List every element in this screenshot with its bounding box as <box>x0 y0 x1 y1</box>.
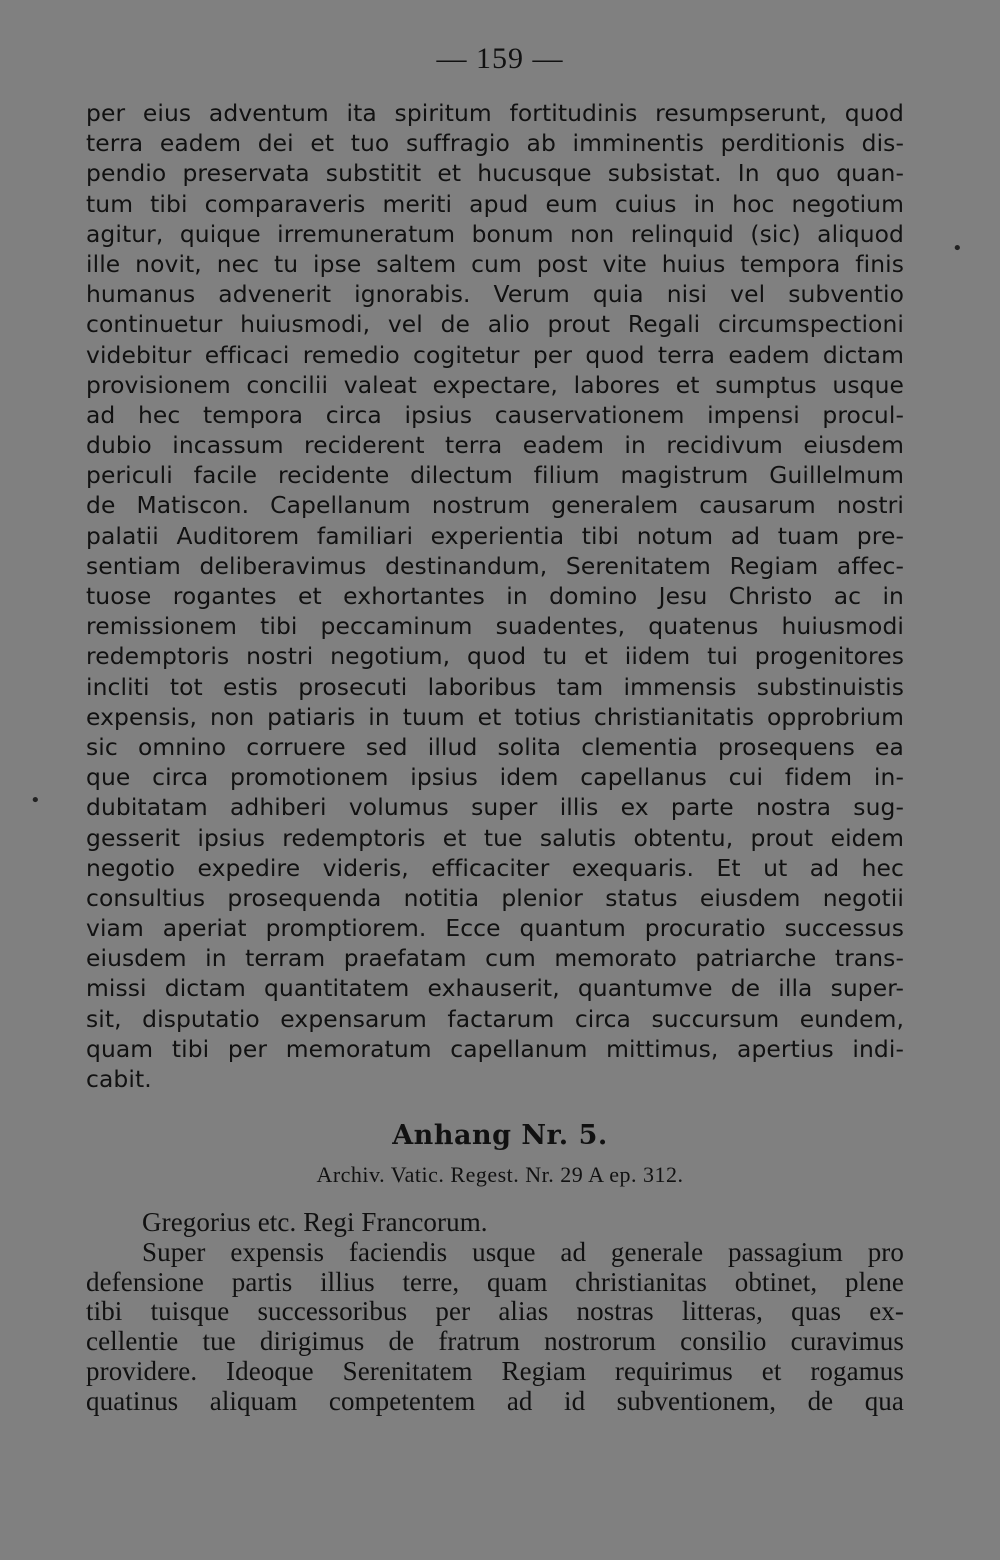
text-line: sic omnino corruere sed illud solita clementia prosequens ea <box>86 732 904 761</box>
text-line: humanus advenerit ignorabis. Verum quia nisi vel subventio <box>86 280 904 309</box>
text-line: defensione partis illius terre, quam christianitas obtinet, plene <box>86 1266 904 1297</box>
source-reference: Archiv. Vatic. Regest. Nr. 29 A ep. 312. <box>316 1162 684 1187</box>
text-line: incliti tot estis prosecuti laboribus tam immensis substinuistis <box>86 672 904 701</box>
text-line: ille novit, nec tu ipse saltem cum post vite huius tempora finis <box>86 249 904 278</box>
text-line: providere. Ideoque Serenitatem Regiam requirimus et rogamus <box>86 1355 904 1386</box>
main-text-block <box>86 98 904 1094</box>
text-line: terra eadem dei et tuo suffragio ab imminentis perditionis dis- <box>86 129 904 158</box>
text-line: per eius adventum ita spiritum fortitudinis resumpserunt, quod <box>86 99 904 127</box>
text-line: negotio expedire videris, efficaciter exequaris. Et ut ad hec <box>86 853 904 882</box>
text-line: remissionem tibi peccaminum suadentes, quatenus huiusmodi <box>86 612 904 641</box>
text-line: pendio preservata substitit et hucusque subsistat. In quo quan- <box>86 159 904 188</box>
text-line: dubio incassum reciderent terra eadem in recidivum eiusdem <box>86 431 904 460</box>
section-heading: Anhang Nr. 5. <box>392 1120 608 1151</box>
text-line: agitur, quique irremuneratum bonum non relinquid (sic) aliquod <box>86 219 904 248</box>
text-line: missi dictam quantitatem exhauserit, quantumve de illa super- <box>86 974 904 1003</box>
text-line: periculi facile recidente dilectum filium magistrum Guillelmum <box>86 461 904 490</box>
text-line: palatii Auditorem familiari experientia tibi notum ad tuam pre- <box>86 521 904 550</box>
text-line: cabit. <box>86 1065 152 1093</box>
text-line: tibi tuisque successoribus per alias nostras litteras, quas ex- <box>86 1296 904 1327</box>
text-line: ad hec tempora circa ipsius causervationem impensi procul- <box>86 400 904 429</box>
text-line: quatinus aliquam competentem ad id subventionem, de qua <box>86 1385 904 1416</box>
text-line: gesserit ipsius redemptoris et tue salutis obtentu, prout eidem <box>86 823 904 852</box>
text-line: viam aperiat promptiorem. Ecce quantum procuratio successus <box>86 914 904 943</box>
text-line: cellentie tue dirigimus de fratrum nostrorum consilio curavimus <box>86 1326 904 1357</box>
text-line: de Matiscon. Capellanum nostrum generalem causarum nostri <box>86 491 904 520</box>
margin-dot-icon: • <box>30 790 41 811</box>
appendix-text-block <box>86 1208 904 1417</box>
text-line: dubitatam adhiberi volumus super illis ex parte nostra sug- <box>86 793 904 822</box>
text-line: sit, disputatio expensarum factarum circa succursum eundem, <box>86 1004 904 1033</box>
text-line: quam tibi per memoratum capellanum mittimus, apertius indi- <box>86 1034 904 1063</box>
margin-dot-icon: • <box>952 238 963 259</box>
text-line: provisionem concilii valeat expectare, labores et sumptus usque <box>86 370 904 399</box>
text-line: consultius prosequenda notitia plenior status eiusdem negotii <box>86 883 904 912</box>
text-line: videbitur efficaci remedio cogitetur per quod terra eadem dictam <box>86 340 904 369</box>
text-line: expensis, non patiaris in tuum et totius christianitatis opprobrium <box>86 702 904 731</box>
text-line: eiusdem in terram praefatam cum memorato patriarche trans- <box>86 944 904 973</box>
text-line: que circa promotionem ipsius idem capellanus cui fidem in- <box>86 763 904 792</box>
appendix-greeting: Gregorius etc. Regi Francorum. <box>142 1207 488 1237</box>
text-line: Super expensis faciendis usque ad generale passagium pro <box>142 1236 904 1267</box>
text-line: sentiam deliberavimus destinandum, Serenitatem Regiam affec- <box>86 551 904 580</box>
text-line: tum tibi comparaveris meriti apud eum cuius in hoc negotium <box>86 189 904 218</box>
page-number: — 159 — <box>436 42 564 75</box>
text-line: continuetur huiusmodi, vel de alio prout Regali circumspectioni <box>86 310 904 339</box>
text-line: tuose rogantes et exhortantes in domino Jesu Christo ac in <box>86 582 904 610</box>
text-line: redemptoris nostri negotium, quod tu et iidem tui progenitores <box>86 642 904 671</box>
